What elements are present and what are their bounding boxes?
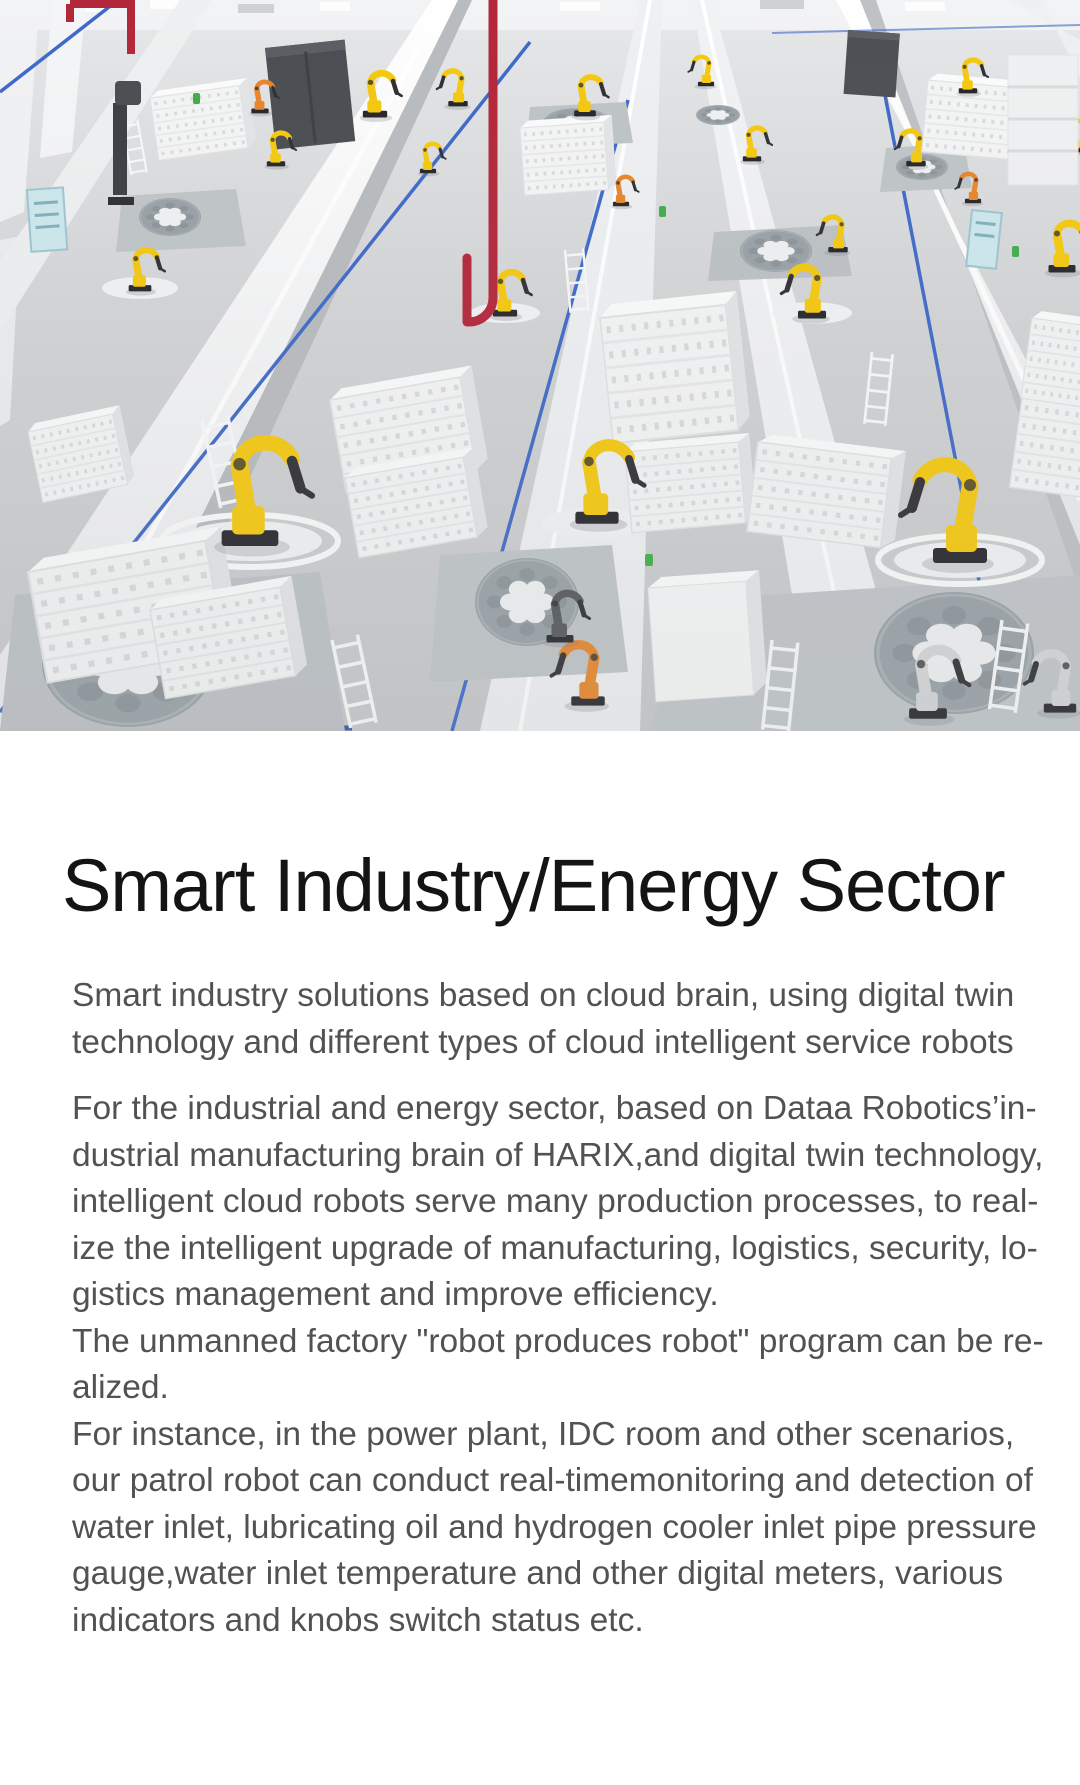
intro-line: technology and different types of cloud intelligent service robots [72,1023,1014,1061]
body-line: ize the intelligent upgrade of manufacturing, logistics, security, lo- [72,1229,1038,1267]
vignette [0,0,1080,731]
body-line: For instance, in the power plant, IDC room and other scenarios, [72,1415,1015,1453]
body-line: water inlet, lubricating oil and hydrogen cooler inlet pipe pressure [72,1508,1037,1546]
intro-paragraph [72,973,1020,1066]
body-line: dustrial manufacturing brain of HARIX,and digital twin technology, [72,1136,1044,1174]
body-line: intelligent cloud robots serve many production processes, to real- [72,1183,1039,1220]
body-line: gauge,water inlet temperature and other digital meters, various [72,1555,1004,1592]
body-paragraph [72,1086,1044,1644]
intro-line: Smart industry solutions based on cloud brain, using digital twin [72,977,1015,1014]
body-line: our patrol robot can conduct real-timemonitoring and detection of [72,1462,1033,1499]
body-line: The unmanned factory "robot produces robot" program can be re- [72,1322,1044,1360]
page-title: Smart Industry/Energy Sector [62,844,1005,927]
body-line: gistics management and improve efficiency. [72,1276,719,1313]
smart-factory-illustration [0,0,1080,731]
body-line: alized. [72,1369,169,1406]
body-line: For the industrial and energy sector, based on Dataa Robotics’in- [72,1090,1037,1127]
body-line: indicators and knobs switch status etc. [72,1601,644,1639]
factory-hero-image [0,0,1080,731]
